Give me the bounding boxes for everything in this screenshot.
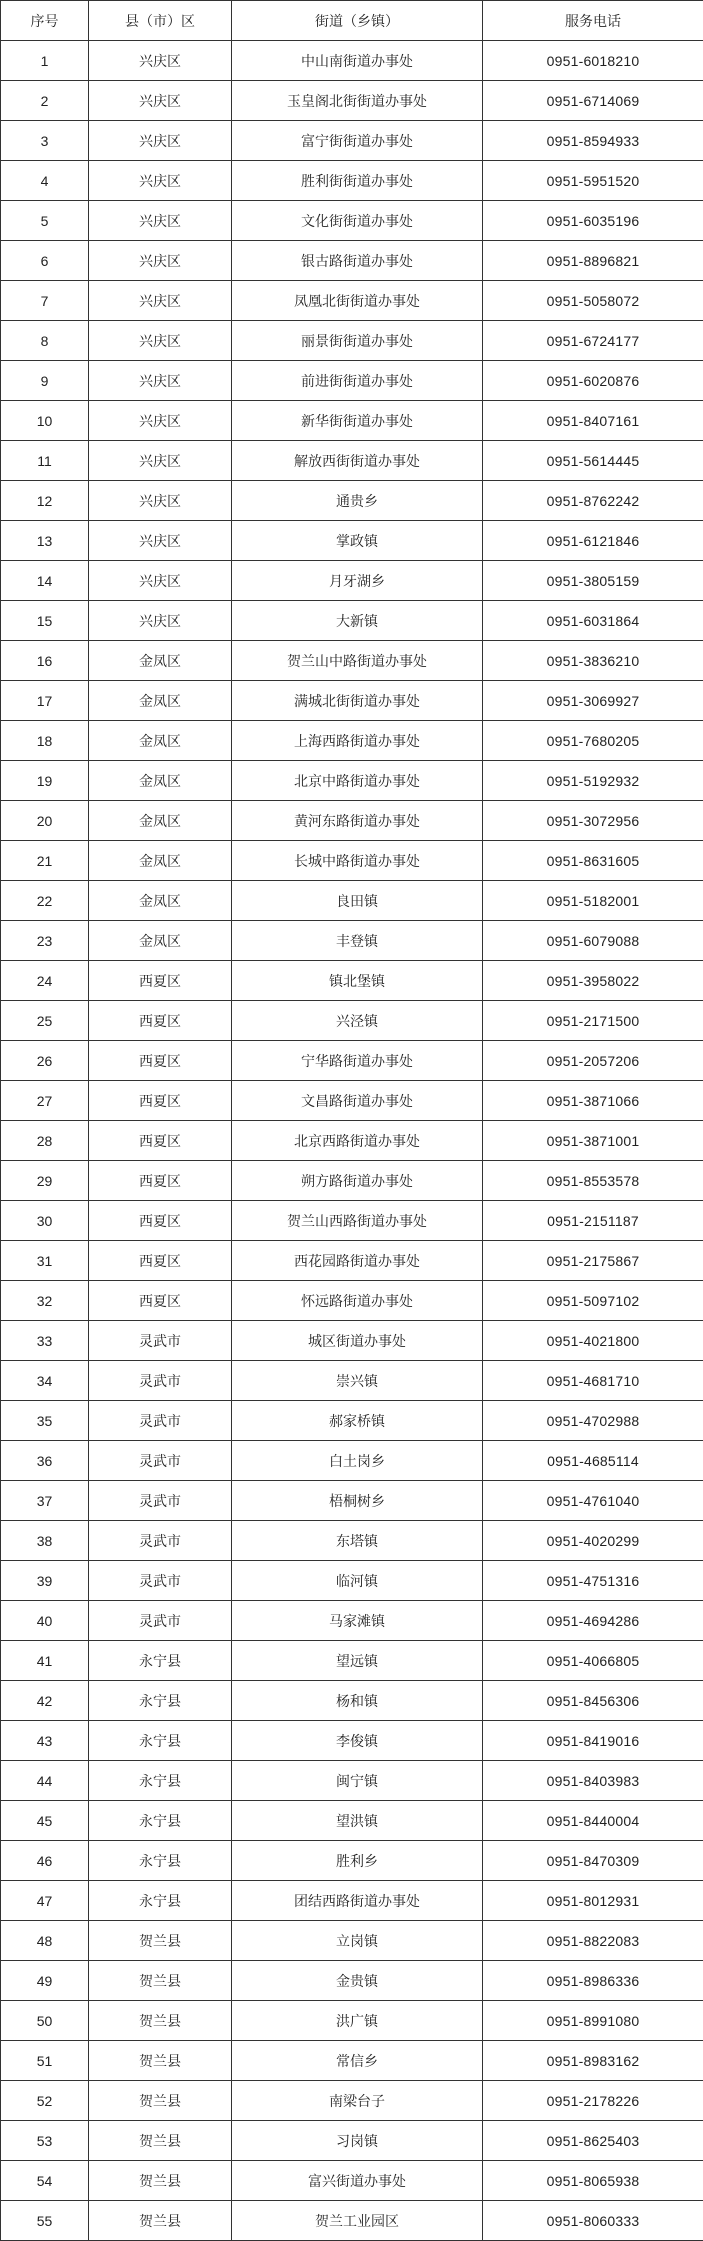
subdistrict-cell: 大新镇 xyxy=(232,601,483,641)
district-cell: 灵武市 xyxy=(89,1321,232,1361)
index-cell: 18 xyxy=(1,721,89,761)
district-cell: 永宁县 xyxy=(89,1881,232,1921)
table-row xyxy=(1,1441,703,1481)
subdistrict-cell: 良田镇 xyxy=(232,881,483,921)
district-cell: 永宁县 xyxy=(89,1681,232,1721)
district-cell: 贺兰县 xyxy=(89,2081,232,2121)
index-cell: 16 xyxy=(1,641,89,681)
table-row xyxy=(1,321,703,361)
table-row xyxy=(1,361,703,401)
index-cell: 20 xyxy=(1,801,89,841)
table-row xyxy=(1,281,703,321)
phone-cell: 0951-8822083 xyxy=(483,1921,703,1961)
district-cell: 金凤区 xyxy=(89,681,232,721)
phone-cell: 0951-4066805 xyxy=(483,1641,703,1681)
phone-cell: 0951-8631605 xyxy=(483,841,703,881)
subdistrict-cell: 梧桐树乡 xyxy=(232,1481,483,1521)
index-cell: 8 xyxy=(1,321,89,361)
phone-cell: 0951-8553578 xyxy=(483,1161,703,1201)
header-index: 序号 xyxy=(1,1,89,41)
phone-cell: 0951-4761040 xyxy=(483,1481,703,1521)
phone-cell: 0951-4702988 xyxy=(483,1401,703,1441)
subdistrict-cell: 东塔镇 xyxy=(232,1521,483,1561)
district-cell: 兴庆区 xyxy=(89,201,232,241)
phone-cell: 0951-2175867 xyxy=(483,1241,703,1281)
index-cell: 44 xyxy=(1,1761,89,1801)
subdistrict-cell: 马家滩镇 xyxy=(232,1601,483,1641)
subdistrict-cell: 朔方路街道办事处 xyxy=(232,1161,483,1201)
district-cell: 兴庆区 xyxy=(89,161,232,201)
table-row xyxy=(1,961,703,1001)
index-cell: 37 xyxy=(1,1481,89,1521)
table-row xyxy=(1,1041,703,1081)
index-cell: 30 xyxy=(1,1201,89,1241)
phone-cell: 0951-2057206 xyxy=(483,1041,703,1081)
index-cell: 1 xyxy=(1,41,89,81)
phone-cell: 0951-6079088 xyxy=(483,921,703,961)
district-cell: 灵武市 xyxy=(89,1561,232,1601)
index-cell: 41 xyxy=(1,1641,89,1681)
table-row xyxy=(1,1401,703,1441)
index-cell: 42 xyxy=(1,1681,89,1721)
district-cell: 西夏区 xyxy=(89,1041,232,1081)
subdistrict-cell: 玉皇阁北街街道办事处 xyxy=(232,81,483,121)
index-cell: 32 xyxy=(1,1281,89,1321)
table-row xyxy=(1,1481,703,1521)
phone-cell: 0951-8440004 xyxy=(483,1801,703,1841)
district-cell: 金凤区 xyxy=(89,801,232,841)
district-cell: 兴庆区 xyxy=(89,401,232,441)
index-cell: 5 xyxy=(1,201,89,241)
phone-cell: 0951-3958022 xyxy=(483,961,703,1001)
district-cell: 灵武市 xyxy=(89,1441,232,1481)
index-cell: 46 xyxy=(1,1841,89,1881)
index-cell: 50 xyxy=(1,2001,89,2041)
phone-cell: 0951-4021800 xyxy=(483,1321,703,1361)
index-cell: 21 xyxy=(1,841,89,881)
table-row xyxy=(1,1721,703,1761)
district-cell: 兴庆区 xyxy=(89,561,232,601)
table-row xyxy=(1,841,703,881)
table-row xyxy=(1,1761,703,1801)
table-row xyxy=(1,641,703,681)
district-cell: 永宁县 xyxy=(89,1801,232,1841)
subdistrict-cell: 金贵镇 xyxy=(232,1961,483,2001)
index-cell: 7 xyxy=(1,281,89,321)
table-row xyxy=(1,1881,703,1921)
district-cell: 兴庆区 xyxy=(89,241,232,281)
index-cell: 9 xyxy=(1,361,89,401)
district-cell: 金凤区 xyxy=(89,761,232,801)
district-cell: 西夏区 xyxy=(89,1081,232,1121)
subdistrict-cell: 胜利街街道办事处 xyxy=(232,161,483,201)
subdistrict-cell: 西花园路街道办事处 xyxy=(232,1241,483,1281)
index-cell: 10 xyxy=(1,401,89,441)
index-cell: 47 xyxy=(1,1881,89,1921)
table-row xyxy=(1,241,703,281)
subdistrict-cell: 黄河东路街道办事处 xyxy=(232,801,483,841)
table-row xyxy=(1,1201,703,1241)
table-row xyxy=(1,761,703,801)
index-cell: 48 xyxy=(1,1921,89,1961)
subdistrict-cell: 文昌路街道办事处 xyxy=(232,1081,483,1121)
table-body xyxy=(1,41,703,2241)
table-row xyxy=(1,2161,703,2201)
index-cell: 12 xyxy=(1,481,89,521)
district-cell: 兴庆区 xyxy=(89,281,232,321)
subdistrict-cell: 富宁街街道办事处 xyxy=(232,121,483,161)
phone-cell: 0951-4751316 xyxy=(483,1561,703,1601)
index-cell: 3 xyxy=(1,121,89,161)
subdistrict-cell: 白土岗乡 xyxy=(232,1441,483,1481)
district-cell: 贺兰县 xyxy=(89,1961,232,2001)
table-row xyxy=(1,441,703,481)
phone-cell: 0951-8896821 xyxy=(483,241,703,281)
district-cell: 灵武市 xyxy=(89,1401,232,1441)
phone-cell: 0951-2178226 xyxy=(483,2081,703,2121)
index-cell: 35 xyxy=(1,1401,89,1441)
phone-cell: 0951-2171500 xyxy=(483,1001,703,1041)
subdistrict-cell: 富兴街道办事处 xyxy=(232,2161,483,2201)
table-row xyxy=(1,801,703,841)
district-cell: 永宁县 xyxy=(89,1721,232,1761)
subdistrict-cell: 李俊镇 xyxy=(232,1721,483,1761)
subdistrict-cell: 北京中路街道办事处 xyxy=(232,761,483,801)
index-cell: 2 xyxy=(1,81,89,121)
district-cell: 贺兰县 xyxy=(89,2001,232,2041)
district-cell: 西夏区 xyxy=(89,1281,232,1321)
phone-cell: 0951-8403983 xyxy=(483,1761,703,1801)
table-row xyxy=(1,1921,703,1961)
phone-cell: 0951-6121846 xyxy=(483,521,703,561)
district-cell: 西夏区 xyxy=(89,1201,232,1241)
subdistrict-cell: 兴泾镇 xyxy=(232,1001,483,1041)
subdistrict-cell: 满城北街街道办事处 xyxy=(232,681,483,721)
phone-cell: 0951-8012931 xyxy=(483,1881,703,1921)
subdistrict-cell: 丽景街街道办事处 xyxy=(232,321,483,361)
table-row xyxy=(1,2201,703,2241)
phone-cell: 0951-4694286 xyxy=(483,1601,703,1641)
table-row xyxy=(1,201,703,241)
table-row xyxy=(1,2041,703,2081)
table-row xyxy=(1,1961,703,2001)
phone-cell: 0951-6020876 xyxy=(483,361,703,401)
phone-cell: 0951-8060333 xyxy=(483,2201,703,2241)
phone-cell: 0951-6724177 xyxy=(483,321,703,361)
district-cell: 金凤区 xyxy=(89,921,232,961)
subdistrict-cell: 新华街街道办事处 xyxy=(232,401,483,441)
index-cell: 36 xyxy=(1,1441,89,1481)
district-cell: 金凤区 xyxy=(89,881,232,921)
index-cell: 34 xyxy=(1,1361,89,1401)
index-cell: 6 xyxy=(1,241,89,281)
index-cell: 23 xyxy=(1,921,89,961)
phone-cell: 0951-6035196 xyxy=(483,201,703,241)
district-cell: 西夏区 xyxy=(89,1241,232,1281)
table-row xyxy=(1,1561,703,1601)
subdistrict-cell: 常信乡 xyxy=(232,2041,483,2081)
index-cell: 51 xyxy=(1,2041,89,2081)
index-cell: 38 xyxy=(1,1521,89,1561)
subdistrict-cell: 习岗镇 xyxy=(232,2121,483,2161)
index-cell: 31 xyxy=(1,1241,89,1281)
district-cell: 灵武市 xyxy=(89,1521,232,1561)
subdistrict-cell: 镇北堡镇 xyxy=(232,961,483,1001)
index-cell: 49 xyxy=(1,1961,89,2001)
subdistrict-cell: 长城中路街道办事处 xyxy=(232,841,483,881)
phone-cell: 0951-3871001 xyxy=(483,1121,703,1161)
district-cell: 灵武市 xyxy=(89,1361,232,1401)
index-cell: 45 xyxy=(1,1801,89,1841)
subdistrict-cell: 解放西街街道办事处 xyxy=(232,441,483,481)
index-cell: 39 xyxy=(1,1561,89,1601)
subdistrict-cell: 上海西路街道办事处 xyxy=(232,721,483,761)
index-cell: 17 xyxy=(1,681,89,721)
table-row xyxy=(1,1121,703,1161)
phone-cell: 0951-8762242 xyxy=(483,481,703,521)
table-row xyxy=(1,2001,703,2041)
header-phone: 服务电话 xyxy=(483,1,703,41)
index-cell: 14 xyxy=(1,561,89,601)
phone-cell: 0951-2151187 xyxy=(483,1201,703,1241)
subdistrict-cell: 月牙湖乡 xyxy=(232,561,483,601)
district-cell: 金凤区 xyxy=(89,721,232,761)
index-cell: 53 xyxy=(1,2121,89,2161)
district-cell: 兴庆区 xyxy=(89,41,232,81)
district-cell: 灵武市 xyxy=(89,1601,232,1641)
index-cell: 29 xyxy=(1,1161,89,1201)
subdistrict-cell: 望洪镇 xyxy=(232,1801,483,1841)
subdistrict-cell: 前进街街道办事处 xyxy=(232,361,483,401)
table-row xyxy=(1,41,703,81)
subdistrict-cell: 银古路街道办事处 xyxy=(232,241,483,281)
phone-cell: 0951-8986336 xyxy=(483,1961,703,2001)
subdistrict-cell: 中山南街道办事处 xyxy=(232,41,483,81)
subdistrict-cell: 南梁台子 xyxy=(232,2081,483,2121)
subdistrict-cell: 通贵乡 xyxy=(232,481,483,521)
subdistrict-cell: 临河镇 xyxy=(232,1561,483,1601)
index-cell: 11 xyxy=(1,441,89,481)
subdistrict-cell: 团结西路街道办事处 xyxy=(232,1881,483,1921)
table-row xyxy=(1,2081,703,2121)
table-row xyxy=(1,1841,703,1881)
subdistrict-cell: 崇兴镇 xyxy=(232,1361,483,1401)
table-row xyxy=(1,1521,703,1561)
district-cell: 金凤区 xyxy=(89,641,232,681)
phone-cell: 0951-3871066 xyxy=(483,1081,703,1121)
table-row xyxy=(1,2121,703,2161)
table-row xyxy=(1,161,703,201)
table-row xyxy=(1,1321,703,1361)
subdistrict-cell: 宁华路街道办事处 xyxy=(232,1041,483,1081)
index-cell: 33 xyxy=(1,1321,89,1361)
table-row xyxy=(1,1241,703,1281)
phone-cell: 0951-8419016 xyxy=(483,1721,703,1761)
table-row xyxy=(1,1081,703,1121)
index-cell: 27 xyxy=(1,1081,89,1121)
phone-cell: 0951-8470309 xyxy=(483,1841,703,1881)
index-cell: 22 xyxy=(1,881,89,921)
phone-cell: 0951-8983162 xyxy=(483,2041,703,2081)
phone-cell: 0951-3072956 xyxy=(483,801,703,841)
index-cell: 28 xyxy=(1,1121,89,1161)
district-cell: 兴庆区 xyxy=(89,361,232,401)
subdistrict-cell: 丰登镇 xyxy=(232,921,483,961)
index-cell: 40 xyxy=(1,1601,89,1641)
phone-cell: 0951-5614445 xyxy=(483,441,703,481)
table-row xyxy=(1,881,703,921)
phone-cell: 0951-6018210 xyxy=(483,41,703,81)
phone-cell: 0951-5951520 xyxy=(483,161,703,201)
index-cell: 19 xyxy=(1,761,89,801)
index-cell: 54 xyxy=(1,2161,89,2201)
district-cell: 贺兰县 xyxy=(89,2161,232,2201)
table-row xyxy=(1,401,703,441)
header-district: 县（市）区 xyxy=(89,1,232,41)
table-row xyxy=(1,1361,703,1401)
table-row xyxy=(1,601,703,641)
phone-cell: 0951-5192932 xyxy=(483,761,703,801)
phone-cell: 0951-8407161 xyxy=(483,401,703,441)
phone-cell: 0951-4020299 xyxy=(483,1521,703,1561)
subdistrict-cell: 闽宁镇 xyxy=(232,1761,483,1801)
district-cell: 西夏区 xyxy=(89,1121,232,1161)
district-cell: 兴庆区 xyxy=(89,601,232,641)
district-cell: 西夏区 xyxy=(89,1161,232,1201)
district-cell: 永宁县 xyxy=(89,1641,232,1681)
subdistrict-cell: 洪广镇 xyxy=(232,2001,483,2041)
table-row xyxy=(1,121,703,161)
district-cell: 永宁县 xyxy=(89,1841,232,1881)
subdistrict-cell: 掌政镇 xyxy=(232,521,483,561)
phone-cell: 0951-8991080 xyxy=(483,2001,703,2041)
phone-cell: 0951-8625403 xyxy=(483,2121,703,2161)
subdistrict-cell: 城区街道办事处 xyxy=(232,1321,483,1361)
subdistrict-cell: 文化街街道办事处 xyxy=(232,201,483,241)
district-cell: 西夏区 xyxy=(89,1001,232,1041)
index-cell: 15 xyxy=(1,601,89,641)
index-cell: 26 xyxy=(1,1041,89,1081)
phone-cell: 0951-8456306 xyxy=(483,1681,703,1721)
phone-cell: 0951-6714069 xyxy=(483,81,703,121)
district-cell: 兴庆区 xyxy=(89,121,232,161)
subdistrict-cell: 立岗镇 xyxy=(232,1921,483,1961)
subdistrict-cell: 杨和镇 xyxy=(232,1681,483,1721)
subdistrict-cell: 贺兰山西路街道办事处 xyxy=(232,1201,483,1241)
table-row xyxy=(1,1281,703,1321)
table-row xyxy=(1,521,703,561)
index-cell: 55 xyxy=(1,2201,89,2241)
district-cell: 兴庆区 xyxy=(89,481,232,521)
table-row xyxy=(1,1801,703,1841)
table-row xyxy=(1,921,703,961)
phone-cell: 0951-3836210 xyxy=(483,641,703,681)
index-cell: 4 xyxy=(1,161,89,201)
phone-cell: 0951-8065938 xyxy=(483,2161,703,2201)
table-row xyxy=(1,481,703,521)
district-cell: 贺兰县 xyxy=(89,2201,232,2241)
table-row xyxy=(1,1001,703,1041)
district-cell: 兴庆区 xyxy=(89,321,232,361)
district-cell: 兴庆区 xyxy=(89,441,232,481)
district-cell: 兴庆区 xyxy=(89,81,232,121)
header-subdistrict: 街道（乡镇） xyxy=(232,1,483,41)
subdistrict-cell: 望远镇 xyxy=(232,1641,483,1681)
subdistrict-cell: 胜利乡 xyxy=(232,1841,483,1881)
table-row xyxy=(1,81,703,121)
subdistrict-cell: 北京西路街道办事处 xyxy=(232,1121,483,1161)
phone-cell: 0951-5058072 xyxy=(483,281,703,321)
table-header-row xyxy=(1,1,703,41)
district-cell: 贺兰县 xyxy=(89,1921,232,1961)
table-row xyxy=(1,681,703,721)
phone-cell: 0951-7680205 xyxy=(483,721,703,761)
subdistrict-cell: 凤凰北街街道办事处 xyxy=(232,281,483,321)
table-row xyxy=(1,1601,703,1641)
subdistrict-cell: 贺兰山中路街道办事处 xyxy=(232,641,483,681)
district-cell: 贺兰县 xyxy=(89,2041,232,2081)
table-row xyxy=(1,561,703,601)
phone-cell: 0951-5097102 xyxy=(483,1281,703,1321)
district-cell: 永宁县 xyxy=(89,1761,232,1801)
index-cell: 13 xyxy=(1,521,89,561)
subdistrict-cell: 贺兰工业园区 xyxy=(232,2201,483,2241)
district-cell: 金凤区 xyxy=(89,841,232,881)
table-row xyxy=(1,1161,703,1201)
index-cell: 43 xyxy=(1,1721,89,1761)
phone-cell: 0951-5182001 xyxy=(483,881,703,921)
phone-cell: 0951-8594933 xyxy=(483,121,703,161)
subdistrict-cell: 郝家桥镇 xyxy=(232,1401,483,1441)
phone-cell: 0951-6031864 xyxy=(483,601,703,641)
index-cell: 25 xyxy=(1,1001,89,1041)
phone-cell: 0951-3805159 xyxy=(483,561,703,601)
index-cell: 24 xyxy=(1,961,89,1001)
table-row xyxy=(1,1681,703,1721)
index-cell: 52 xyxy=(1,2081,89,2121)
phone-cell: 0951-4681710 xyxy=(483,1361,703,1401)
district-cell: 兴庆区 xyxy=(89,521,232,561)
district-cell: 贺兰县 xyxy=(89,2121,232,2161)
district-cell: 灵武市 xyxy=(89,1481,232,1521)
subdistrict-cell: 怀远路街道办事处 xyxy=(232,1281,483,1321)
phone-cell: 0951-3069927 xyxy=(483,681,703,721)
table-row xyxy=(1,721,703,761)
table-row xyxy=(1,1641,703,1681)
district-cell: 西夏区 xyxy=(89,961,232,1001)
phone-cell: 0951-4685114 xyxy=(483,1441,703,1481)
